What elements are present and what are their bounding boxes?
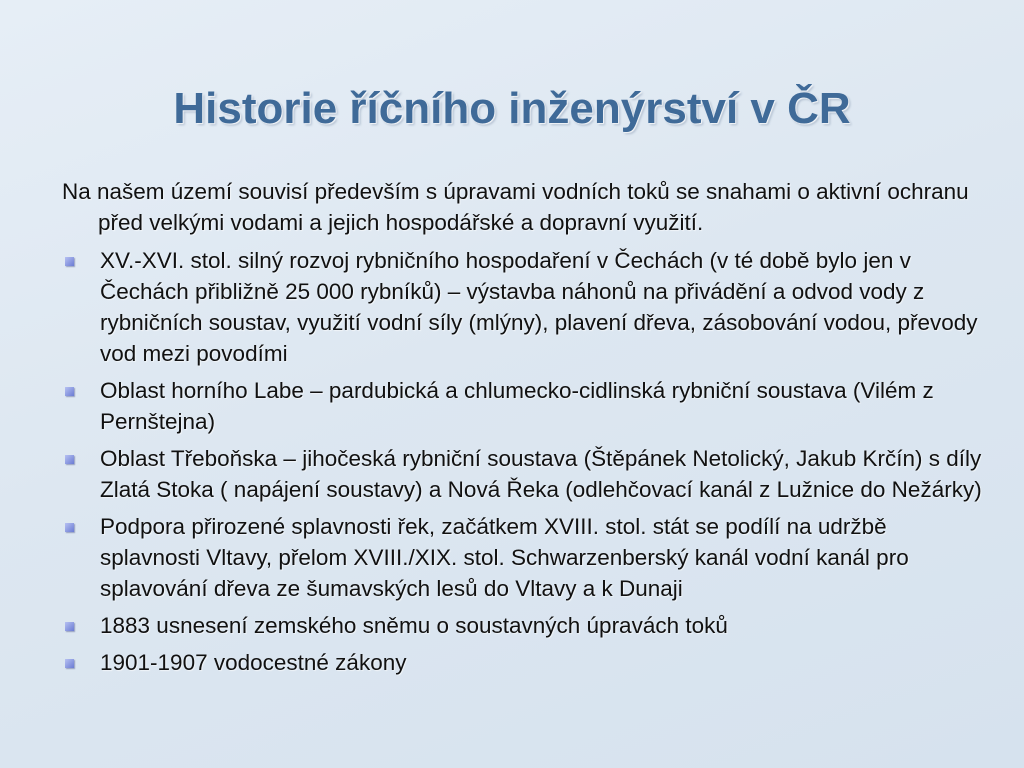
bullet-item [62,610,992,641]
square-bullet-icon [65,455,74,464]
bullet-text: 1883 usnesení zemského sněmu o soustavných úpravách toků [100,613,728,638]
square-bullet-icon [65,387,74,396]
bullet-text: 1901-1907 vodocestné zákony [100,650,407,675]
square-bullet-icon [65,659,74,668]
bullet-item [62,245,992,369]
bullet-item [62,647,992,678]
slide-body [62,176,992,684]
square-bullet-icon [65,257,74,266]
bullet-text: Podpora přirozené splavnosti řek, začátkem XVIII. stol. stát se podílí na udržbě splavnosti Vltavy, přelom XVIII./XIX. stol. Schwarzenberský kanál vodní kanál pro splavování dřeva ze šumavských lesů do Vltavy a k Dunaji [100,514,909,601]
intro-paragraph: Na našem území souvisí především s úpravami vodních toků se snahami o aktivní ochranu před velkými vodami a jejich hospodářské a dopravní využití. [62,179,969,235]
bullet-list [62,245,992,678]
bullet-text: XV.-XVI. stol. silný rozvoj rybničního hospodaření v Čechách (v té době bylo jen v Čechách přibližně 25 000 rybníků) – výstavba náhonů na přivádění a odvod vody z rybničních soustav, využití vodní síly (mlýny), plavení dřeva, zásobování vodou, převody vod mezi povodími [100,248,978,366]
square-bullet-icon [65,523,74,532]
slide-title: Historie říčního inženýrství v ČR [173,84,851,134]
bullet-item [62,443,992,505]
square-bullet-icon [65,622,74,631]
bullet-item [62,375,992,437]
bullet-text: Oblast Třeboňska – jihočeská rybniční soustava (Štěpánek Netolický, Jakub Krčín) s díly Zlatá Stoka ( napájení soustavy) a Nová Řeka (odlehčovací kanál z Lužnice do Nežárky) [100,446,982,502]
bullet-text: Oblast horního Labe – pardubická a chlumecko-cidlinská rybniční soustava (Vilém z Pernštejna) [100,378,934,434]
bullet-item [62,511,992,604]
